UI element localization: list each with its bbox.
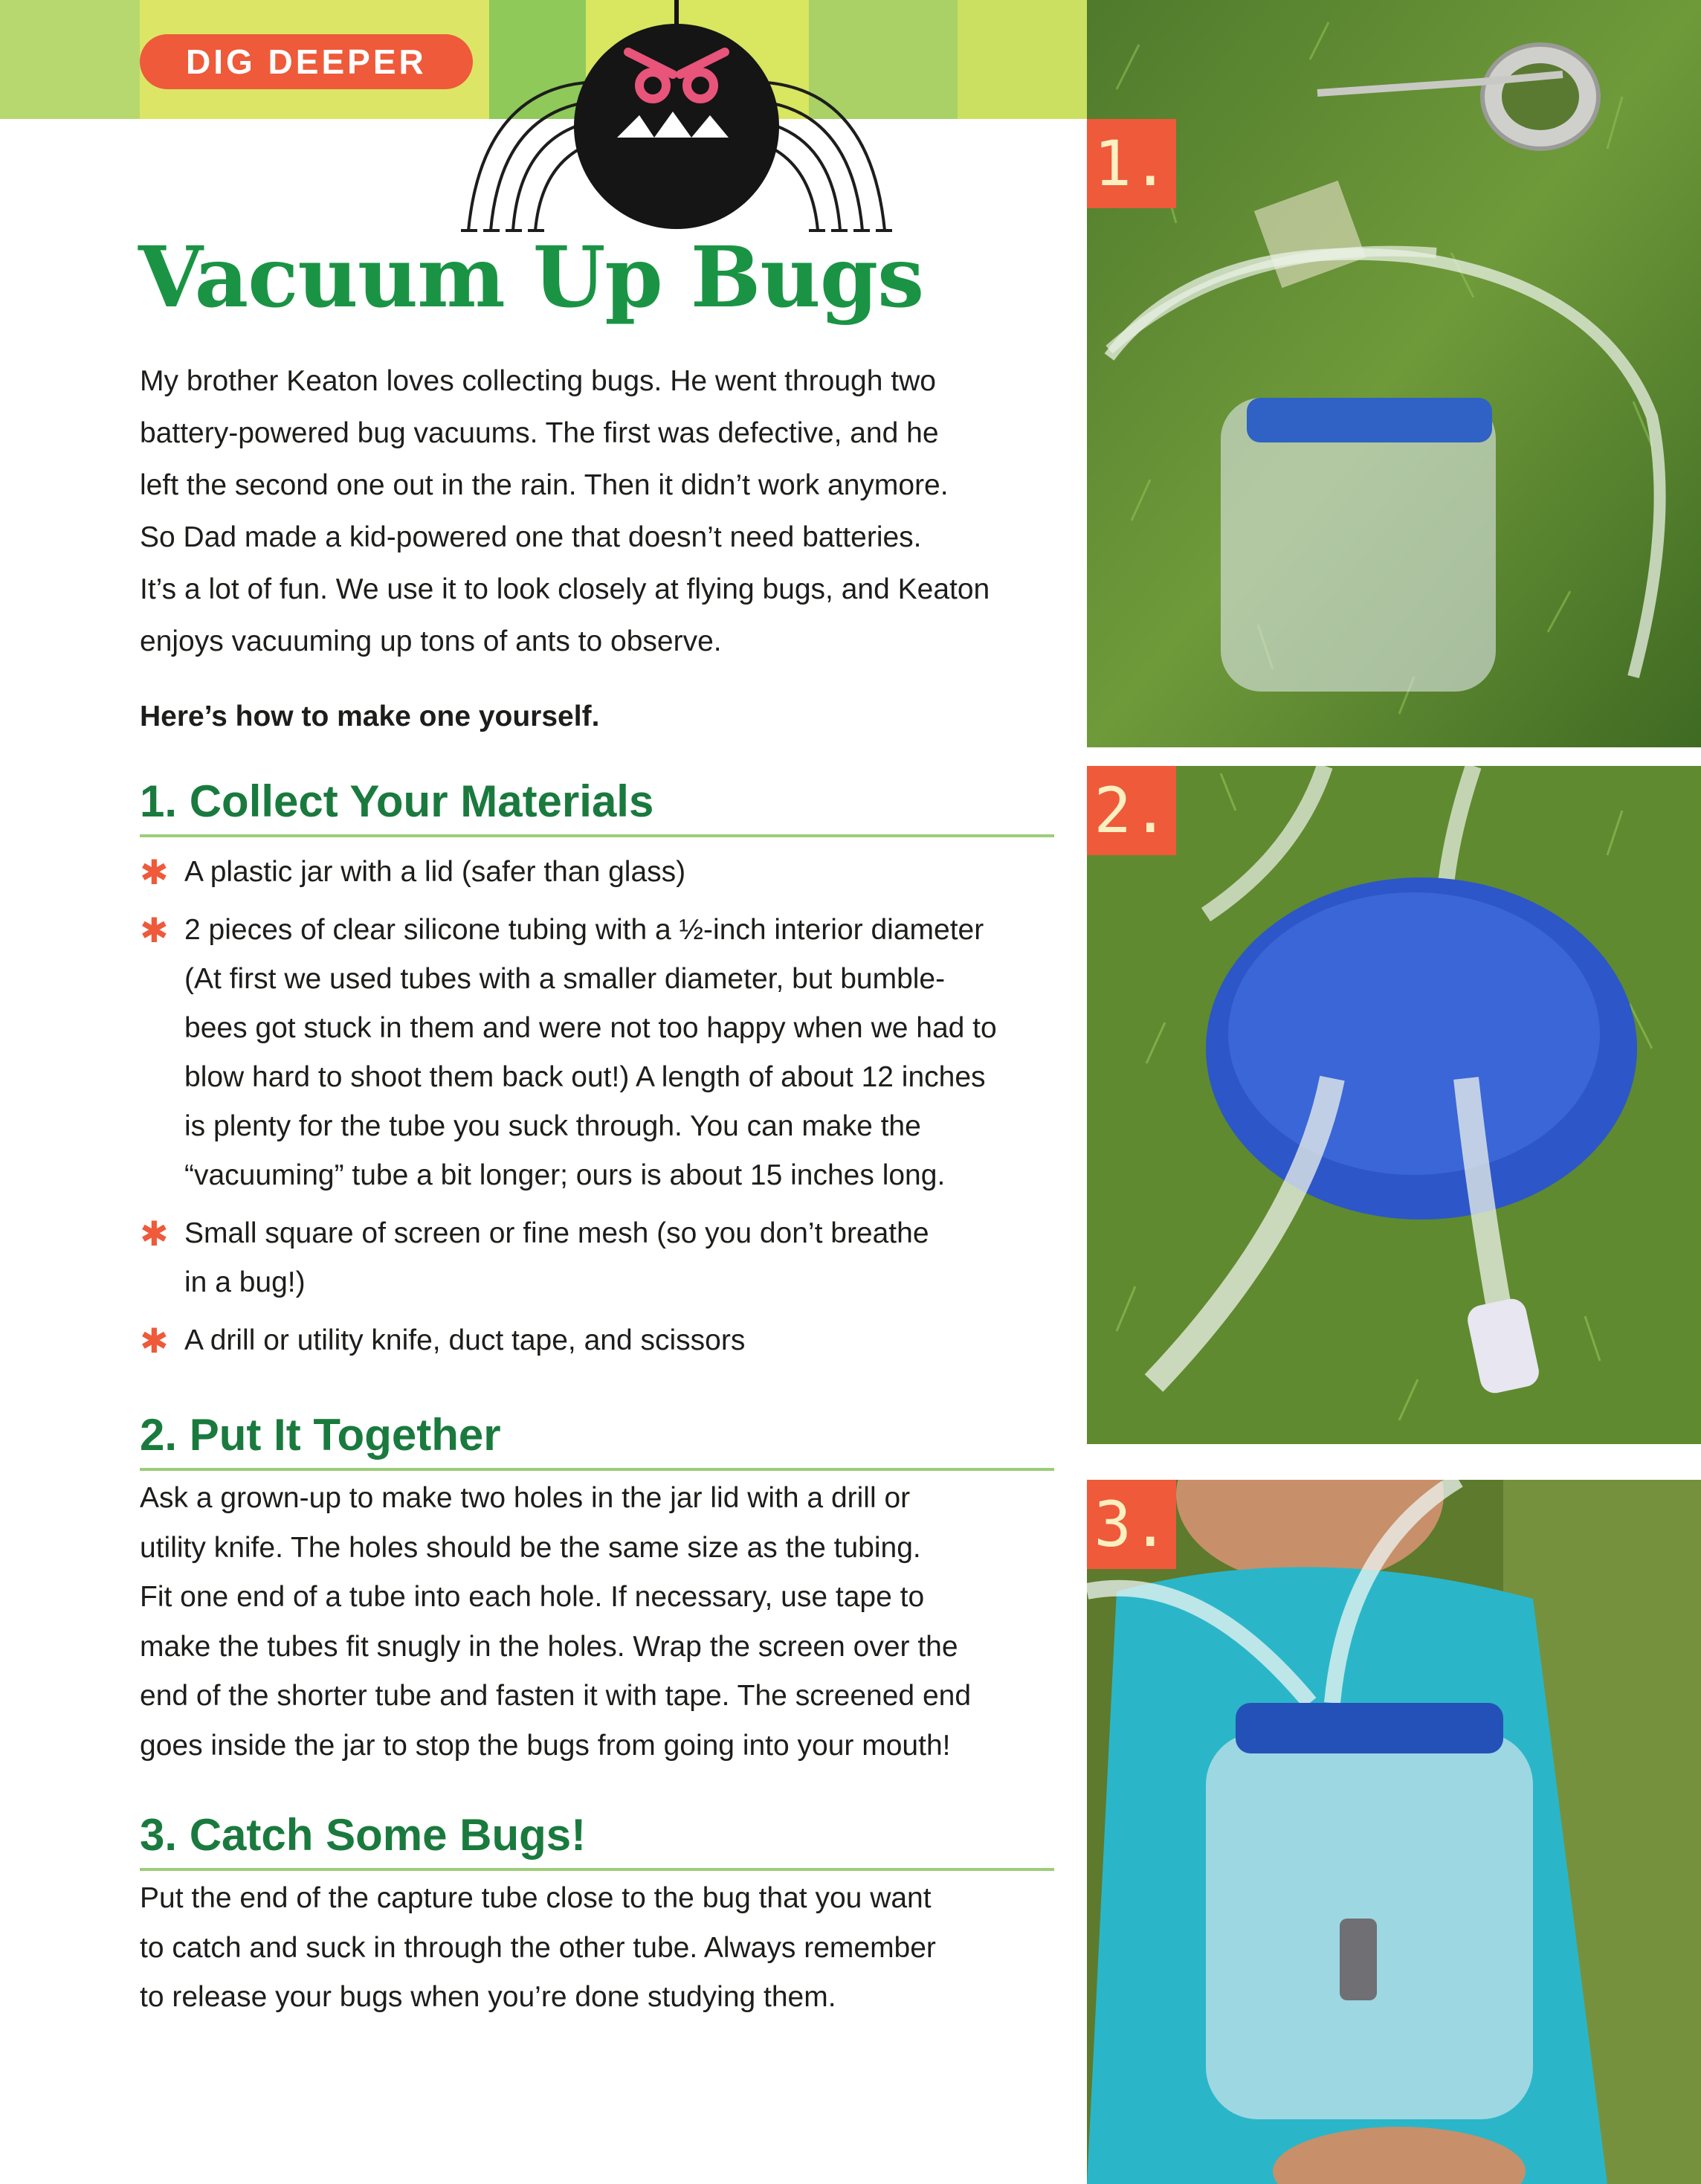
item-line: blow hard to shoot them back out!) A length of about 12 inches [184,1061,986,1093]
item-line: bees got stuck in them and were not too happy when we had to [184,1012,997,1044]
list-item [140,906,1069,1200]
item-line: is plenty for the tube you suck through. You can make the [184,1110,921,1142]
item-line: A drill or utility knife, duct tape, and scissors [184,1324,746,1356]
para-line: Fit one end of a tube into each hole. If necessary, use tape to [140,1581,925,1613]
asterisk-icon: ✱ [140,853,169,892]
para-line: goes inside the jar to stop the bugs from going into your mouth! [140,1729,951,1762]
intro-line: My brother Keaton loves collecting bugs. He went through two [140,365,936,397]
item-line: (At first we used tubes with a smaller diameter, but bumble- [184,963,946,995]
intro-line: enjoys vacuuming up tons of ants to observe. [140,625,722,657]
page-title: Vacuum Up Bugs [138,229,924,326]
asterisk-icon: ✱ [140,1214,169,1253]
section-heading-materials: 1. Collect Your Materials [140,779,1054,837]
list-item [140,1209,1069,1307]
section-tag: DIG DEEPER [140,34,473,89]
list-item [140,1316,1069,1365]
materials-list [140,848,1069,1374]
para-line: end of the shorter tube and fasten it with tape. The screened end [140,1680,972,1712]
step-number-badge: 2. [1087,766,1176,855]
step-number-badge: 1. [1087,119,1176,208]
intro-line: It’s a lot of fun. We use it to look closely at flying bugs, and Keaton [140,573,990,605]
call-to-action: Here’s how to make one yourself. [140,700,600,732]
list-item [140,848,1069,897]
item-line: A plastic jar with a lid (safer than glass) [184,856,686,888]
step-number-badge: 3. [1087,1480,1176,1569]
asterisk-icon: ✱ [140,1321,169,1360]
intro-line: left the second one out in the rain. Then it didn’t work anymore. [140,469,949,501]
catch-paragraph [140,1874,1069,2023]
photo-kid-with-jar [1087,1480,1701,2184]
section-heading-assemble: 2. Put It Together [140,1413,1054,1471]
item-line: “vacuuming” tube a bit longer; ours is about 15 inches long. [184,1159,946,1191]
para-line: utility knife. The holes should be the same size as the tubing. [140,1531,921,1564]
item-line: Small square of screen or fine mesh (so you don’t breathe [184,1217,929,1249]
para-line: to catch and suck in through the other tube. Always remember [140,1931,936,1964]
bar-stripe [958,0,1087,119]
intro-paragraph [140,355,1069,668]
item-line: in a bug!) [184,1266,306,1298]
para-line: Put the end of the capture tube close to the bug that you want [140,1882,932,1914]
photo-materials [1087,0,1701,747]
photo-lid-tubes [1087,766,1701,1444]
assemble-paragraph [140,1474,1069,1771]
bar-stripe [0,0,140,119]
para-line: make the tubes fit snugly in the holes. Wrap the screen over the [140,1630,958,1663]
section-heading-catch: 3. Catch Some Bugs! [140,1813,1054,1871]
spider-illustration [416,0,937,245]
para-line: to release your bugs when you’re done studying them. [140,1981,836,2013]
intro-line: So Dad made a kid-powered one that doesn’t need batteries. [140,521,922,553]
asterisk-icon: ✱ [140,911,169,950]
para-line: Ask a grown-up to make two holes in the jar lid with a drill or [140,1482,911,1514]
intro-line: battery-powered bug vacuums. The first was defective, and he [140,417,939,449]
item-line: 2 pieces of clear silicone tubing with a ½-inch interior diameter [184,914,984,946]
